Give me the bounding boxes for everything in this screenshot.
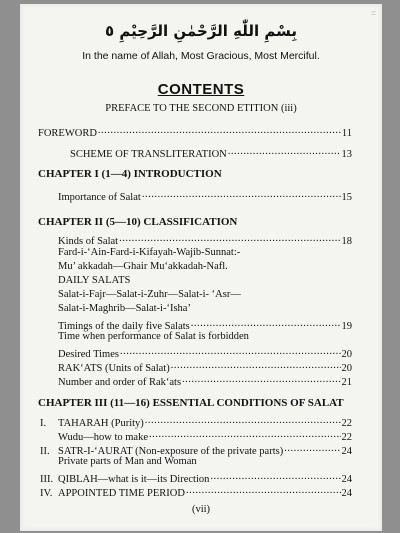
toc-dot-leader — [186, 484, 341, 496]
toc-entry-number: III. — [40, 474, 54, 485]
toc-entry-page: 15 — [341, 192, 352, 203]
toc-entry-title: QIBLAH—what is it—its Direction — [58, 474, 210, 485]
toc-dot-leader — [145, 414, 341, 426]
toc-entry-page: 20 — [341, 349, 352, 360]
toc-entry-title: FOREWORD — [38, 128, 97, 139]
toc-entry-page: 22 — [341, 432, 352, 443]
toc-dot-leader — [191, 317, 341, 329]
toc-entry-title: Importance of Salat — [58, 192, 141, 203]
toc-subline: Fard-i-‘Ain-Fard-i-Kifayah-Wajib-Sunnat:- — [58, 247, 241, 258]
toc-subline: Time when performance of Salat is forbidden — [58, 331, 249, 342]
toc-entry-page: 18 — [341, 236, 352, 247]
toc-entry-title: SCHEME OF TRANSLITERATION — [70, 149, 227, 160]
toc-entry-appointed-time — [40, 484, 352, 499]
toc-dot-leader — [210, 470, 340, 482]
toc-dot-leader — [98, 124, 341, 136]
book-page — [20, 4, 382, 531]
toc-dot-leader — [120, 345, 341, 357]
toc-entry-wudu — [58, 428, 352, 443]
chapter-2-heading: CHAPTER II (5—10) CLASSIFICATION — [38, 216, 238, 228]
toc-subline: Salat-i-Fajr—Salat-i-Zuhr—Salat-i- ‘Asr— — [58, 289, 241, 300]
contents-heading: CONTENTS — [157, 81, 245, 98]
toc-entry-page: 24 — [341, 474, 352, 485]
toc-entry-number: IV. — [40, 488, 53, 499]
chapter-3-heading: CHAPTER III (11—16) ESSENTIAL CONDITIONS OF SALAT — [38, 397, 344, 409]
toc-entry-foreword — [38, 124, 352, 139]
toc-entry-title: APPOINTED TIME PERIOD — [58, 488, 185, 499]
toc-entry-importance — [58, 188, 352, 203]
bismillah-calligraphy: بِسْمِ اللّٰهِ الرَّحْمٰنِ الرَّحِيْمِ ٥ — [105, 22, 297, 40]
toc-entry-timings — [58, 317, 352, 332]
toc-subline: Mu’ akkadah—Ghair Mu‘akkadah-Nafl. — [58, 261, 228, 272]
toc-entry-title: Desired Times — [58, 349, 119, 360]
toc-subline: Private parts of Man and Woman — [58, 456, 197, 467]
toc-entry-page: 13 — [341, 149, 352, 160]
toc-entry-kinds — [58, 232, 352, 247]
toc-entry-title: SATR-I-‘AURAT (Non-exposure of the private parts) — [58, 446, 284, 457]
toc-subline: Salat-i-Maghrib—Salat-i-‘Isha’ — [58, 303, 191, 314]
toc-entry-page: 22 — [341, 418, 352, 429]
toc-entry-title: RAK‘ATS (Units of Salat) — [58, 363, 170, 374]
toc-entry-transliteration — [70, 145, 352, 160]
toc-entry-title: TAHARAH (Purity) — [58, 418, 144, 429]
bismillah-translation: In the name of Allah, Most Gracious, Most Merciful. — [82, 50, 320, 62]
toc-dot-leader — [284, 442, 340, 454]
toc-entry-page: 11 — [341, 128, 352, 139]
toc-entry-page: 20 — [341, 363, 352, 374]
toc-dot-leader — [119, 232, 340, 244]
toc-dot-leader — [142, 188, 341, 200]
toc-entry-title: Number and order of Rak‘ats — [58, 377, 182, 388]
toc-dot-leader — [228, 145, 341, 157]
toc-entry-rakats — [58, 359, 352, 374]
toc-subline: DAILY SALATS — [58, 275, 131, 286]
toc-dot-leader — [182, 373, 340, 385]
toc-entry-taharah — [40, 414, 352, 429]
toc-entry-page: 19 — [341, 321, 352, 332]
toc-entry-desired-times — [58, 345, 352, 360]
page-number: (vii) — [191, 504, 211, 515]
toc-entry-number: II. — [40, 446, 50, 457]
toc-entry-title: Kinds of Salat — [58, 236, 119, 247]
toc-entry-title: Timings of the daily five Salats — [58, 321, 190, 332]
toc-entry-page: 24 — [341, 446, 352, 457]
corner-mark: = — [370, 8, 376, 18]
preface-line: PREFACE TO THE SECOND ETITION (iii) — [105, 103, 297, 114]
toc-entry-page: 21 — [341, 377, 352, 388]
toc-entry-satr — [40, 442, 352, 457]
toc-dot-leader — [149, 428, 341, 440]
toc-dot-leader — [171, 359, 341, 371]
chapter-1-heading: CHAPTER I (1—4) INTRODUCTION — [38, 168, 222, 180]
toc-entry-page: 24 — [341, 488, 352, 499]
toc-entry-number-order — [58, 373, 352, 388]
toc-entry-qiblah — [40, 470, 352, 485]
toc-entry-number: I. — [40, 418, 47, 429]
toc-entry-title: Wudu—how to make — [58, 432, 148, 443]
